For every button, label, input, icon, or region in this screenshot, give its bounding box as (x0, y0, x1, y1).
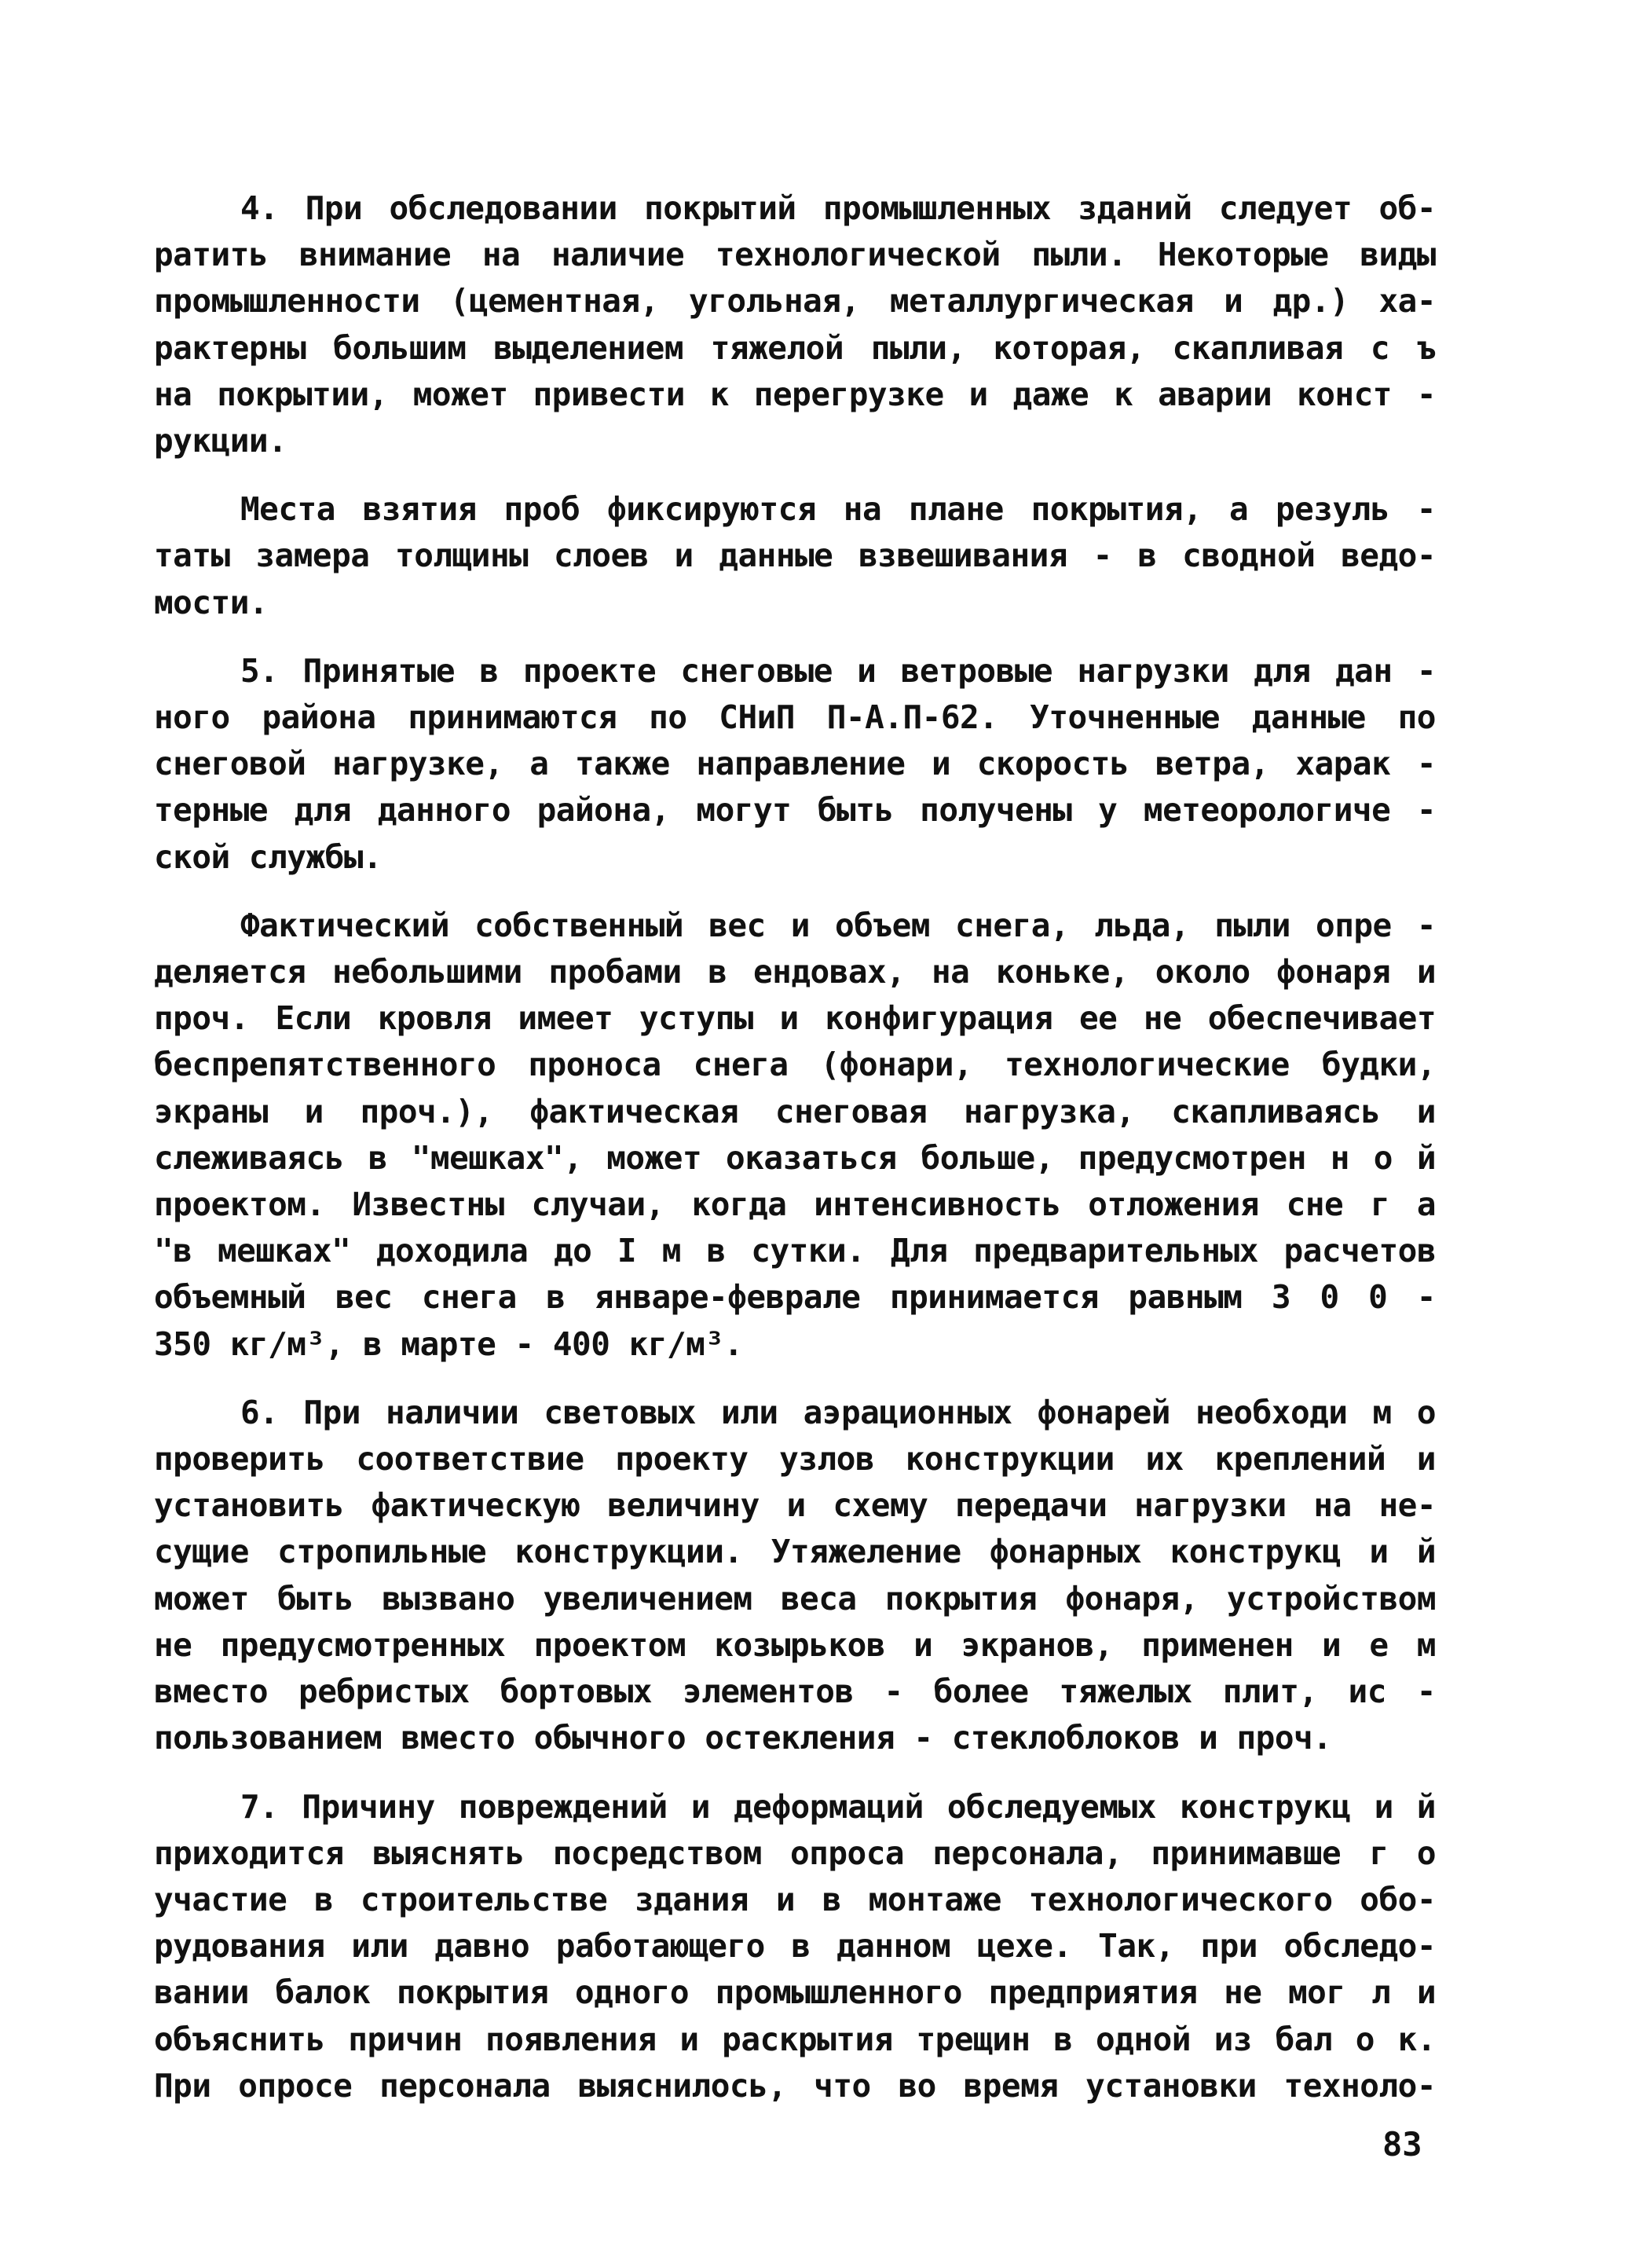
text-line: может быть вызвано увеличением веса покрытия фонаря, устройством (154, 1579, 1436, 1618)
text-line: вместо ребристых бортовых элементов - более тяжелых плит, ис - (154, 1673, 1436, 1711)
text-line: пользованием вместо обычного остекления - стеклоблоков и проч. (154, 1719, 1332, 1757)
text-line: объемный вес снега в январе-феврале принимается равным 3 0 0 - (154, 1278, 1436, 1317)
paragraph-6 (154, 1390, 1436, 1762)
body-text (154, 185, 1436, 2131)
text-line: таты замера толщины слоев и данные взвешивания - в сводной ведо- (154, 537, 1436, 575)
text-line: вании балок покрытия одного промышленного предприятия не мог л и (154, 1973, 1436, 2012)
page-number: 83 (1382, 2125, 1422, 2164)
text-line: Места взятия проб фиксируются на плане покрытия, а резуль - (240, 490, 1436, 529)
text-line: проч. Если кровля имеет уступы и конфигурация ее не обеспечивает (154, 999, 1436, 1038)
text-line: деляется небольшими пробами в ендовах, на коньке, около фонаря и (154, 953, 1436, 991)
text-line: ратить внимание на наличие технологической пыли. Некоторые виды (154, 236, 1436, 274)
text-line: экраны и проч.), фактическая снеговая нагрузка, скапливаясь и (154, 1092, 1436, 1130)
text-line: 6. При наличии световых или аэрационных фонарей необходи м о (240, 1393, 1436, 1431)
text-line: сущие стропильные конструкции. Утяжеление фонарных конструкц и й (154, 1533, 1436, 1571)
text-line: Фактический собственный вес и объем снега, льда, пыли опре - (240, 906, 1436, 944)
text-line: мости. (154, 583, 269, 621)
text-line: снеговой нагрузке, а также направление и скорость ветра, харак - (154, 745, 1436, 783)
text-line: проверить соответствие проекту узлов конструкции их креплений и (154, 1440, 1436, 1478)
text-line: ской службы. (154, 837, 383, 876)
text-line: не предусмотренных проектом козырьков и экранов, применен и е м (154, 1625, 1436, 1664)
text-line: При опросе персонала выяснилось, что во время установки техноло- (154, 2066, 1436, 2105)
text-line: рукции. (154, 422, 287, 460)
text-line: беспрепятственного проноса снега (фонари, технологические будки, (154, 1046, 1436, 1084)
text-line: объяснить причин появления и раскрытия трещин в одной из бал о к. (154, 2020, 1436, 2058)
text-line: промышленности (цементная, угольная, металлургическая и др.) ха- (154, 282, 1436, 321)
text-line: 5. Принятые в проекте снеговые и ветровые нагрузки для дан - (240, 651, 1436, 690)
text-line: установить фактическую величину и схему передачи нагрузки на не- (154, 1486, 1436, 1525)
text-line: рактерны большим выделением тяжелой пыли, которая, скапливая с ъ (154, 328, 1436, 367)
text-line: приходится выяснять посредством опроса персонала, принимавше г о (154, 1834, 1436, 1872)
text-line: проектом. Известны случаи, когда интенсивность отложения сне г а (154, 1185, 1436, 1224)
text-line: 4. При обследовании покрытий промышленных зданий следует об- (240, 189, 1436, 227)
paragraph-5 (154, 648, 1436, 881)
text-line: 350 кг/м³, в марте - 400 кг/м³. (154, 1325, 743, 1363)
text-line: терные для данного района, могут быть получены у метеорологиче - (154, 791, 1436, 830)
text-line: на покрытии, может привести к перегрузке и даже к аварии конст - (154, 375, 1436, 413)
text-line: участие в строительстве здания и в монтаже технологического обо- (154, 1880, 1436, 1918)
text-line: слеживаясь в "мешках", может оказаться больше, предусмотрен н о й (154, 1138, 1436, 1177)
paragraph-4-continued (154, 486, 1436, 626)
text-line: рудования или давно работающего в данном цехе. Так, при обследо- (154, 1927, 1436, 1966)
text-line: "в мешках" доходила до I м в сутки. Для предварительных расчетов (154, 1232, 1436, 1270)
text-line: ного района принимаются по СНиП П-А.П-62. Уточненные данные по (154, 698, 1436, 737)
paragraph-7 (154, 1784, 1436, 2109)
text-line: 7. Причину повреждений и деформаций обследуемых конструкц и й (240, 1787, 1436, 1826)
paragraph-5-continued (154, 903, 1436, 1368)
paragraph-4 (154, 185, 1436, 464)
